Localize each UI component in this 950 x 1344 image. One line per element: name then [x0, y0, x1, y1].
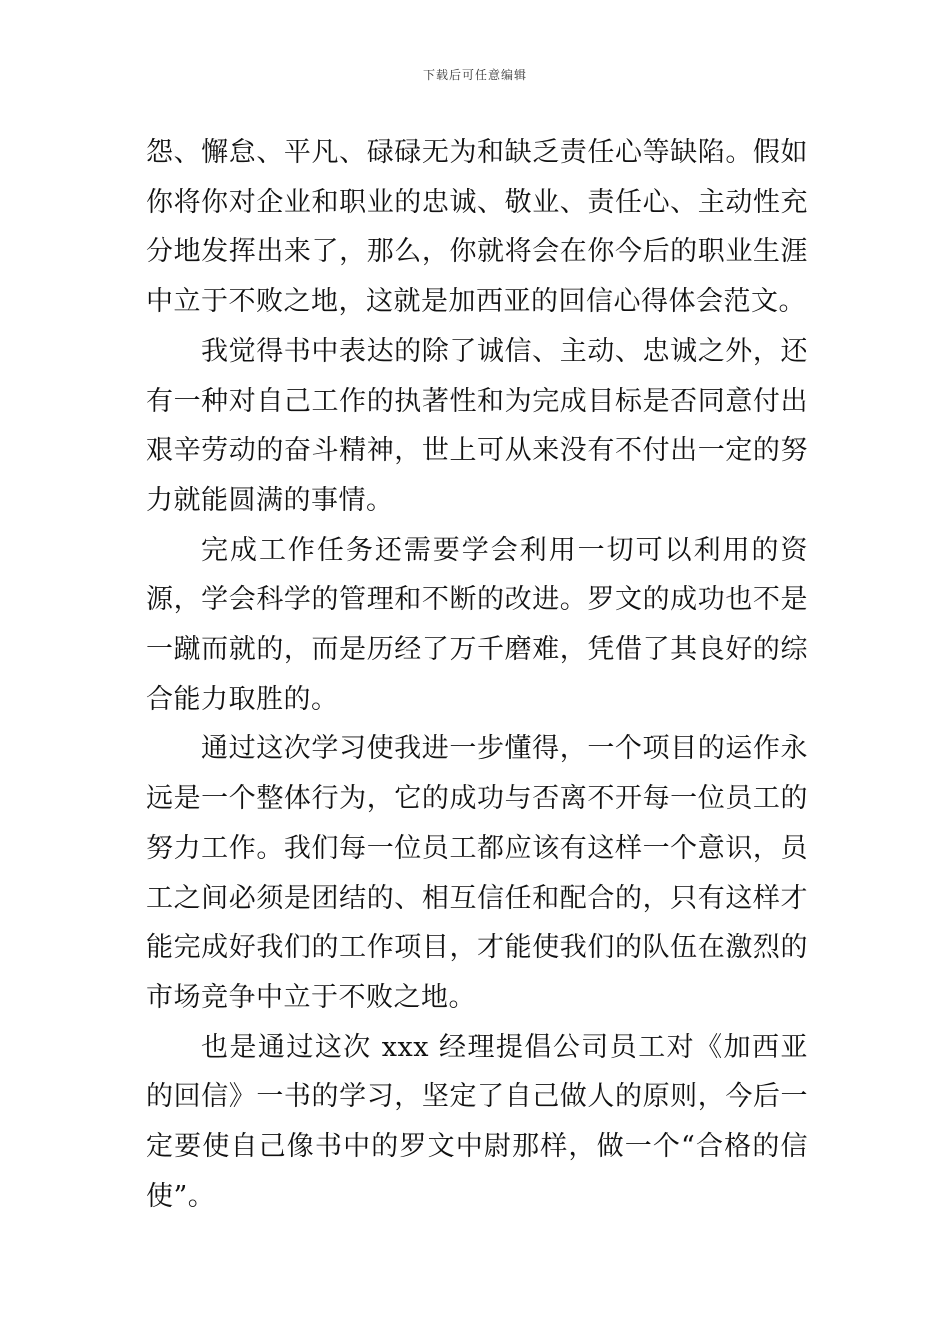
document-body	[146, 128, 808, 1221]
paragraph-5: 也是通过这次 xxx 经理提倡公司员工对《加西亚的回信》一书的学习，坚定了自己做人的原则，今后一定要使自己像书中的罗文中尉那样，做一个“合格的信使”。	[146, 1031, 808, 1212]
paragraph-1: 怨、懈怠、平凡、碌碌无为和缺乏责任心等缺陷。假如你将你对企业和职业的忠诚、敬业、责任心、主动性充分地发挥出来了，那么，你就将会在你今后的职业生涯中立于不败之地，这就是加西亚的回信心得体会范文。	[146, 137, 808, 318]
page-header: 下载后可任意编辑	[422, 68, 527, 82]
paragraph-2: 我觉得书中表达的除了诚信、主动、忠诚之外，还有一种对自己工作的执著性和为完成目标是否同意付出艰辛劳动的奋斗精神，世上可从来没有不付出一定的努力就能圆满的事情。	[146, 335, 808, 516]
paragraph-4: 通过这次学习使我进一步懂得，一个项目的运作永远是一个整体行为，它的成功与否离不开每一位员工的努力工作。我们每一位员工都应该有这样一个意识，员工之间必须是团结的、相互信任和配合的，只有这样才能完成好我们的工作项目，才能使我们的队伍在激烈的市场竞争中立于不败之地。	[146, 733, 808, 1013]
paragraph-3: 完成工作任务还需要学会利用一切可以利用的资源，学会科学的管理和不断的改进。罗文的成功也不是一蹴而就的，而是历经了万千磨难，凭借了其良好的综合能力取胜的。	[146, 534, 808, 715]
